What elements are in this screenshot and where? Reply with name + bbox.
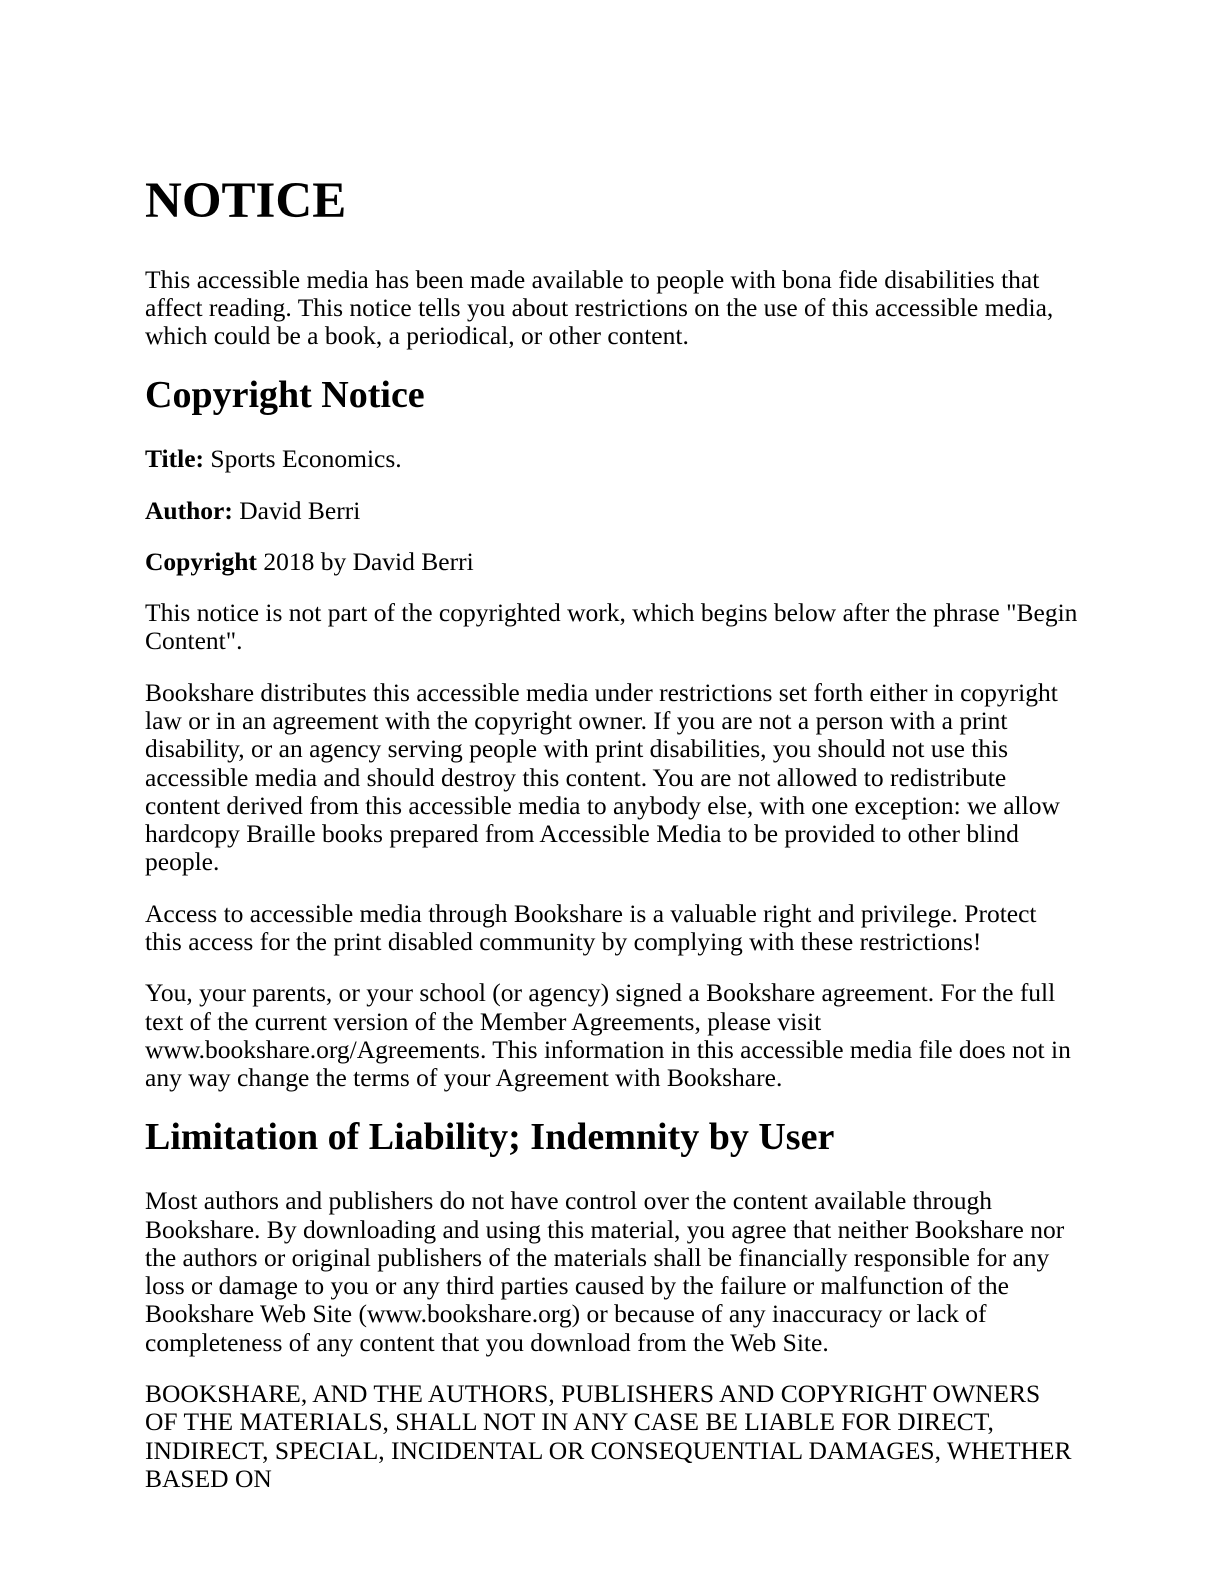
title-line bbox=[145, 445, 1079, 473]
copyright-line bbox=[145, 548, 1079, 576]
title-label: Title: bbox=[145, 444, 205, 474]
copyright-value: 2018 by David Berri bbox=[263, 546, 474, 576]
liability-disclaimer-paragraph: Most authors and publishers do not have control over the content available through Bookshare. By downloading and using this material, you agree that neither Bookshare nor the authors or original publishers of the materials shall be financially responsible for any loss or damage to you or any third parties caused by the failure or malfunction of the Bookshare Web Site (www.bookshare.org) or because of any inaccuracy or lack of completeness of any content that you download from the Web Site. bbox=[145, 1186, 1065, 1357]
damages-allcaps-paragraph: BOOKSHARE, AND THE AUTHORS, PUBLISHERS AND COPYRIGHT OWNERS OF THE MATERIALS, SHALL NOT IN ANY CASE BE LIABLE FOR DIRECT, INDIRECT, SPECIAL, INCIDENTAL OR CONSEQUENTIAL DAMAGES, WHETHER BASED ON bbox=[145, 1379, 1072, 1493]
copyright-label: Copyright bbox=[145, 546, 257, 576]
notice-scope-paragraph: This notice is not part of the copyrighted work, which begins below after the phrase "Begin Content". bbox=[145, 598, 1078, 656]
author-label: Author: bbox=[145, 495, 233, 525]
intro-paragraph: This accessible media has been made available to people with bona fide disabilities that affect reading. This notice tells you about restrictions on the use of this accessible media, which could be a book, a periodical, or other content. bbox=[145, 264, 1054, 351]
title-value: Sports Economics. bbox=[210, 444, 402, 474]
author-line bbox=[145, 497, 1079, 525]
distribution-restrictions-paragraph: Bookshare distributes this accessible media under restrictions set forth either in copyright law or in an agreement with the copyright owner. If you are not a person with a print disability, or an agency serving people with print disabilities, you should not use this accessible media and should destroy this content. You are not allowed to redistribute content derived from this accessible media to anybody else, with one exception: we allow hardcopy Braille books prepared from Accessible Media to be provided to other blind people. bbox=[145, 677, 1060, 877]
copyright-notice-heading: Copyright Notice bbox=[145, 373, 425, 416]
author-value: David Berri bbox=[239, 495, 361, 525]
access-privilege-paragraph: Access to accessible media through Bookshare is a valuable right and privilege. Protect this access for the print disabled community by complying with these restrictions! bbox=[145, 898, 1037, 957]
page-title: NOTICE bbox=[145, 173, 347, 229]
limitation-of-liability-heading: Limitation of Liability; Indemnity by User bbox=[145, 1115, 835, 1158]
agreement-paragraph: You, your parents, or your school (or agency) signed a Bookshare agreement. For the full text of the current version of the Member Agreements, please visit www.bookshare.org/Agreements. This information in this accessible media file does not in any way change the terms of your Agreement with Bookshare. bbox=[145, 978, 1071, 1093]
